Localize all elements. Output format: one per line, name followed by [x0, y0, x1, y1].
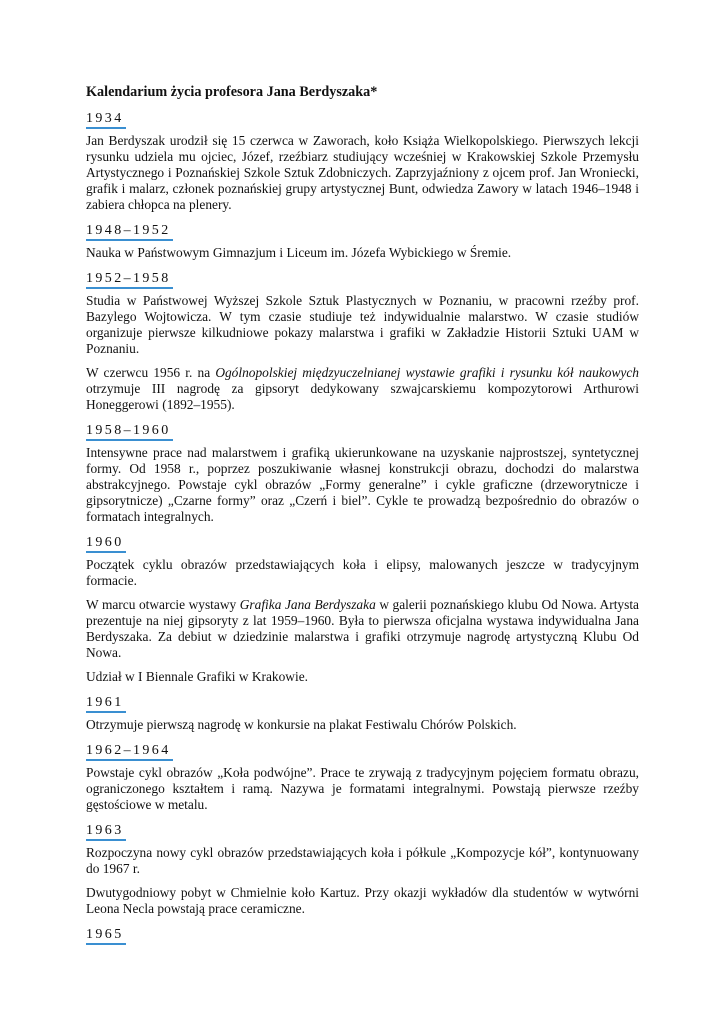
paragraph-with-italic: [86, 597, 639, 661]
year-heading-1958-1960: 1958–1960: [86, 423, 173, 441]
paragraph: Początek cyklu obrazów przedstawiających koła i elipsy, malowanych jeszcze w tradycyjnym formacie.: [86, 557, 639, 588]
italic-title: Ogólnopolskiej międzyuczelnianej wystawie grafiki i rysunku kół naukowych: [215, 365, 639, 380]
paragraph: Jan Berdyszak urodził się 15 czerwca w Zaworach, koło Książa Wielkopolskiego. Pierwszych lekcji rysunku udziela mu ojciec, Józef, rzeźbiarz studiujący wcześniej w Krakowskiej Szkole Przemysłu Artystycznego i Poznańskiej Szkole Sztuk Zdobniczych. Zaprzyjaźniony z ojcem prof. Jan Wroniecki, grafik i malarz, członek poznańskiej grupy artystycznej Bunt, odwiedza Zawory w latach 1946–1948 i zabiera chłopca na plenery.: [86, 133, 639, 212]
year-heading-1961: 1961: [86, 695, 126, 713]
document-title: Kalendarium życia profesora Jana Berdyszaka*: [86, 84, 378, 100]
year-heading-1962-1964: 1962–1964: [86, 743, 173, 761]
paragraph: Nauka w Państwowym Gimnazjum i Liceum im. Józefa Wybickiego w Śremie.: [86, 245, 512, 260]
year-heading-1948-1952: 1948–1952: [86, 223, 173, 241]
year-heading-1965: 1965: [86, 927, 126, 945]
year-heading-1963: 1963: [86, 823, 126, 841]
paragraph: Dwutygodniowy pobyt w Chmielnie koło Kartuz. Przy okazji wykładów dla studentów w wytwórni Leona Necla powstają prace ceramiczne.: [86, 885, 639, 916]
document-page: [86, 84, 639, 949]
year-heading-1934: 1934: [86, 111, 126, 129]
text-run: W czerwcu 1956 r. na: [86, 365, 216, 380]
text-run: otrzymuje III nagrodę za gipsoryt dedykowany szwajcarskiemu kompozytorowi Arthurowi Honeggerowi (1892–1955).: [86, 381, 639, 412]
paragraph: Rozpoczyna nowy cykl obrazów przedstawiających koła i półkule „Kompozycje kół”, kontynuowany do 1967 r.: [86, 845, 639, 876]
text-run: W marcu otwarcie wystawy: [86, 597, 240, 612]
italic-title: Grafika Jana Berdyszaka: [239, 597, 376, 612]
paragraph-with-italic: [86, 365, 639, 413]
paragraph: Udział w I Biennale Grafiki w Krakowie.: [86, 669, 308, 684]
year-heading-1960: 1960: [86, 535, 126, 553]
text-run: w galerii poznańskiego klubu Od Nowa. Artysta prezentuje na niej gipsoryty z lat 1959–1960. Była to pierwsza oficjalna wystawa indywidualna Jana Berdyszaka. Za debiut w dziedzinie malarstwa i grafiki otrzymuje nagrodę artystyczną Klubu Od Nowa.: [86, 597, 639, 660]
paragraph: Otrzymuje pierwszą nagrodę w konkursie na plakat Festiwalu Chórów Polskich.: [86, 717, 517, 732]
paragraph: Powstaje cykl obrazów „Koła podwójne”. Prace te zrywają z tradycyjnym pojęciem formatu obrazu, ograniczonego kształtem i ramą. Nazywa je formatami integralnymi. Powstają pierwsze rzeźby gęstościowe w metalu.: [86, 765, 639, 812]
paragraph: Studia w Państwowej Wyższej Szkole Sztuk Plastycznych w Poznaniu, w pracowni rzeźby prof. Bazylego Wojtowicza. W tym czasie studiuje też indywidualnie malarstwo. W czasie studiów organizuje pierwsze kilkudniowe pokazy malarstwa i grafiki w Zakładzie Historii Sztuki UAM w Poznaniu.: [86, 293, 639, 356]
year-heading-1952-1958: 1952–1958: [86, 271, 173, 289]
paragraph: Intensywne prace nad malarstwem i grafiką ukierunkowane na uzyskanie najprostszej, syntetycznej formy. Od 1958 r., poprzez poszukiwanie własnej konstrukcji obrazu, dochodzi do malarstwa abstrakcyjnego. Powstaje cykl obrazów „Formy generalne” i cykle graficzne (drzeworytnicze i gipsorytnicze) „Czarne formy” oraz „Czerń i biel”. Cykle te prowadzą bezpośrednio do obrazów o formatach integralnych.: [86, 445, 639, 524]
